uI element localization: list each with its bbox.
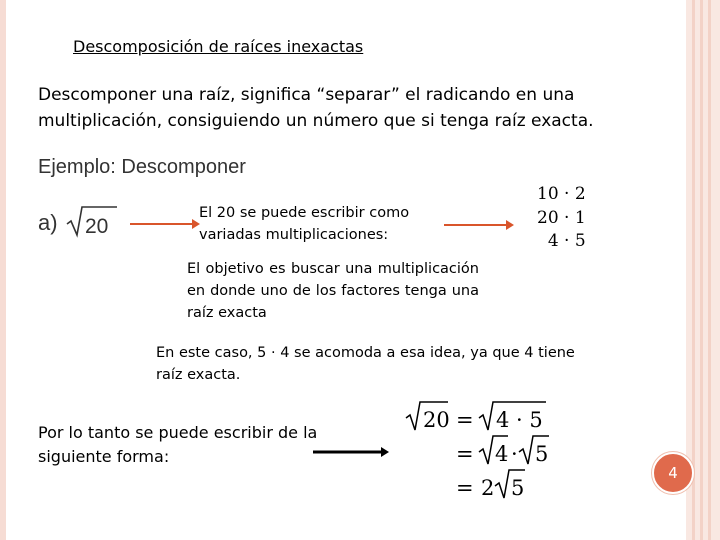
note-objective: El objetivo es buscar una multiplicación en donde uno de los factores tenga una raíz exacta [187, 261, 479, 321]
derivation-line-2 [456, 436, 549, 466]
arrow-to-note [130, 217, 200, 231]
conclusion-text: Por lo tanto se puede escribir de la siguiente forma: [38, 423, 318, 466]
factorization-item: 20 · 1 [537, 207, 586, 228]
slide-title: Descomposición de raíces inexactas [73, 37, 364, 56]
radical-sqrt-20 [66, 204, 118, 238]
derivation-radicand-4: 4 [495, 442, 509, 466]
derivation-radicand-4x5: 4 · 5 [496, 408, 543, 432]
frame-right-line [692, 0, 695, 540]
derivation-line-3 [456, 470, 525, 500]
frame-right-line [700, 0, 703, 540]
radicand-20: 20 [85, 215, 109, 238]
factorization-item: 10 · 2 [537, 184, 586, 204]
equals-sign: = [456, 442, 474, 466]
multiplication-dot: · [511, 442, 518, 466]
derivation-radicand-20: 20 [423, 408, 450, 432]
derivation-radicand-5: 5 [511, 476, 525, 500]
derivation-block [404, 398, 564, 502]
equals-sign: = [456, 408, 474, 432]
equals-sign: = [456, 476, 474, 500]
frame-right-line [708, 0, 711, 540]
derivation-radicand-5: 5 [535, 442, 549, 466]
intro-text: Descomponer una raíz, significa “separar” el radicando en una multiplicación, consiguiendo un número que si tenga raíz exacta. [38, 85, 594, 131]
arrow-to-factors [444, 218, 514, 232]
factorization-list [537, 183, 586, 254]
page-number-badge: 4 [652, 452, 694, 494]
note-multiplications: El 20 se puede escribir como variadas multiplicaciones: [199, 205, 410, 243]
part-label: a) [38, 210, 58, 235]
derivation-coefficient-2: 2 [481, 476, 495, 500]
frame-left-border [0, 0, 6, 540]
note-this-case: En este caso, 5 · 4 se acomoda a esa idea, ya que 4 tiene raíz exacta. [156, 345, 575, 383]
arrow-to-derivation [313, 445, 389, 459]
example-heading: Ejemplo: Descomponer [38, 156, 246, 178]
factorization-item: 4 · 5 [547, 231, 586, 251]
derivation-line-1 [406, 402, 546, 432]
